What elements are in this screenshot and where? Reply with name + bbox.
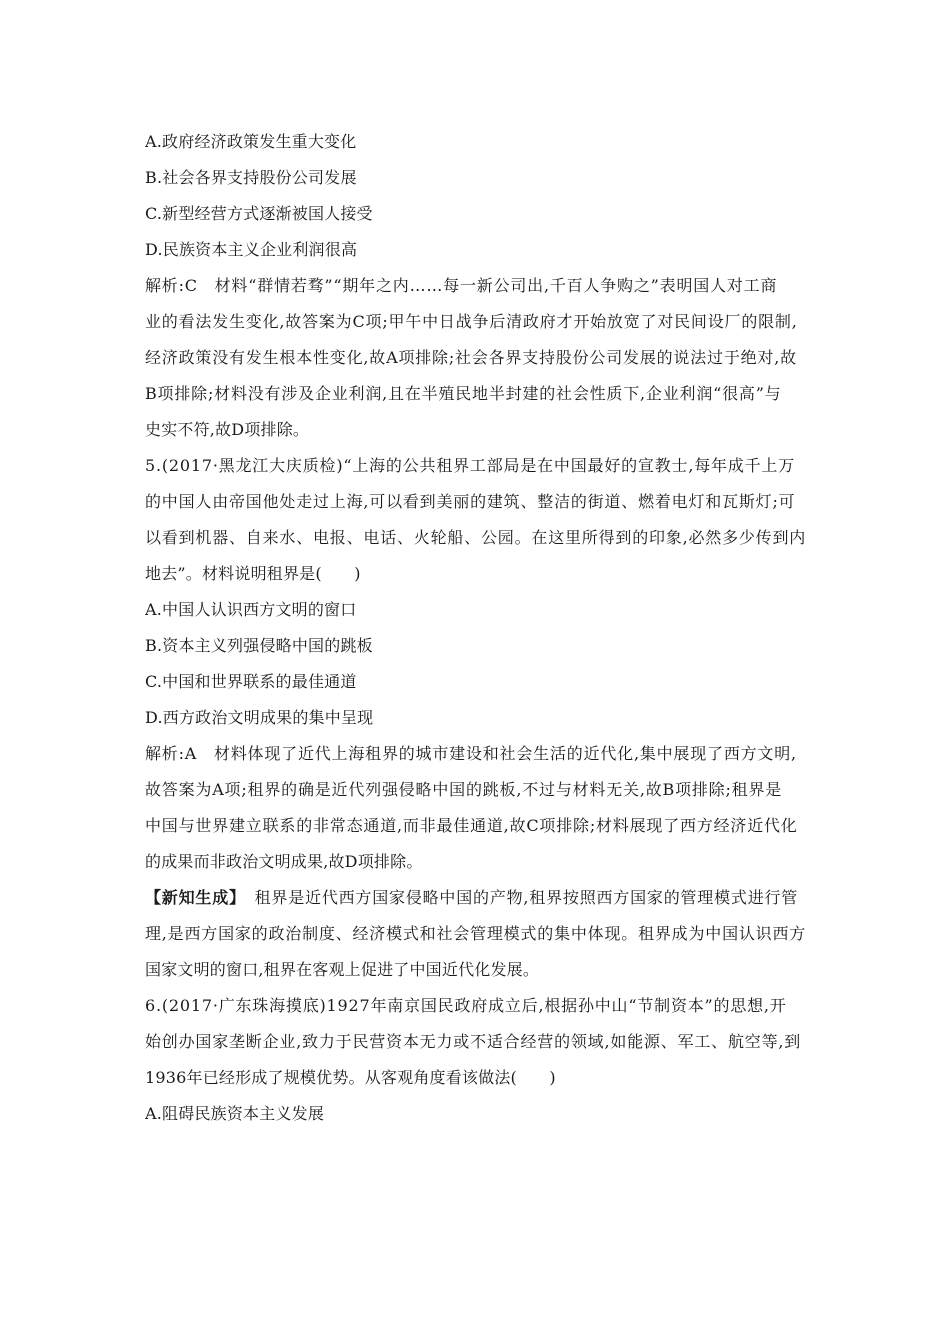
new-knowledge-tag: 【新知生成】	[145, 888, 238, 907]
question-5-analysis	[145, 736, 815, 880]
option-d: D.西方政治文明成果的集中呈现	[145, 708, 374, 727]
stem-line: 以看到机器、自来水、电报、电话、火轮船、公园。在这里所得到的印象,必然多少传到内	[145, 528, 807, 547]
page-content	[145, 124, 815, 1132]
option-b: B.社会各界支持股份公司发展	[145, 168, 357, 187]
analysis-line: 故答案为A项;租界的确是近代列强侵略中国的跳板,不过与材料无关,故B项排除;租界是	[145, 780, 783, 799]
analysis-line: 业的看法发生变化,故答案为C项;甲午中日战争后清政府才开始放宽了对民间设厂的限制,	[145, 312, 798, 331]
question-6-options	[145, 1096, 815, 1132]
new-knowledge-section	[145, 880, 815, 988]
analysis-line: B项排除;材料没有涉及企业利润,且在半殖民地半封建的社会性质下,企业利润“很高”与	[145, 384, 782, 403]
analysis-line: 中国与世界建立联系的非常态通道,而非最佳通道,故C项排除;材料展现了西方经济近代化	[145, 816, 798, 835]
stem-line: 始创办国家垄断企业,致力于民营资本无力或不适合经营的领域,如能源、军工、航空等,到	[145, 1032, 802, 1051]
analysis-line: 的成果而非政治文明成果,故D项排除。	[145, 852, 423, 871]
option-d: D.民族资本主义企业利润很高	[145, 240, 358, 259]
stem-line: 6.(2017·广东珠海摸底)1927年南京国民政府成立后,根据孙中山“节制资本”的思想,开	[145, 996, 787, 1015]
stem-line: 地去”。材料说明租界是( )	[145, 564, 361, 583]
stem-line: 的中国人由帝国他处走过上海,可以看到美丽的建筑、整洁的街道、燃着电灯和瓦斯灯;可	[145, 492, 796, 511]
new-knowledge-text: 租界是近代西方国家侵略中国的产物,租界按照西方国家的管理模式进行管	[237, 888, 799, 907]
new-knowledge-first-line	[145, 880, 815, 916]
question-5-stem	[145, 448, 815, 592]
option-a: A.中国人认识西方文明的窗口	[145, 600, 357, 619]
question-4-analysis	[145, 268, 815, 448]
question-5-options	[145, 592, 815, 736]
new-knowledge-line: 国家文明的窗口,租界在客观上促进了中国近代化发展。	[145, 960, 540, 979]
option-a: A.政府经济政策发生重大变化	[145, 132, 357, 151]
question-4-options	[145, 124, 815, 268]
new-knowledge-line: 理,是西方国家的政治制度、经济模式和社会管理模式的集中体现。租界成为中国认识西方	[145, 924, 807, 943]
option-c: C.新型经营方式逐渐被国人接受	[145, 204, 373, 223]
question-6-stem	[145, 988, 815, 1096]
analysis-line: 解析:A 材料体现了近代上海租界的城市建设和社会生活的近代化,集中展现了西方文明,	[145, 744, 797, 763]
analysis-line: 经济政策没有发生根本性变化,故A项排除;社会各界支持股份公司发展的说法过于绝对,故	[145, 348, 797, 367]
stem-line: 1936年已经形成了规模优势。从客观角度看该做法( )	[145, 1068, 556, 1087]
option-a: A.阻碍民族资本主义发展	[145, 1104, 325, 1123]
analysis-line: 史实不符,故D项排除。	[145, 420, 310, 439]
option-c: C.中国和世界联系的最佳通道	[145, 672, 357, 691]
analysis-line: 解析:C 材料“群情若骛”“期年之内……每一新公司出,千百人争购之”表明国人对工商	[145, 276, 778, 295]
option-b: B.资本主义列强侵略中国的跳板	[145, 636, 373, 655]
stem-line: 5.(2017·黑龙江大庆质检)“上海的公共租界工部局是在中国最好的宣教士,每年成千上万	[145, 456, 796, 475]
